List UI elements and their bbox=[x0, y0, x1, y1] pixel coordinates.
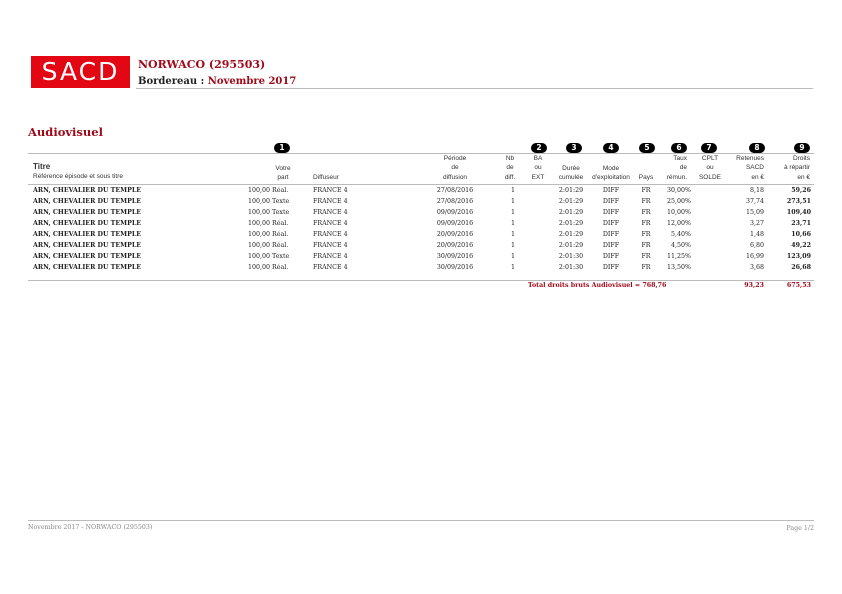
cell-droits: 49,22 bbox=[791, 242, 811, 249]
column-votre-part: Votre part bbox=[275, 165, 291, 182]
cell-retenues: 6,80 bbox=[749, 242, 764, 249]
cell-part: 100,00 bbox=[247, 264, 270, 271]
cell-mode: DIFF bbox=[602, 253, 620, 260]
cell-pays: FR bbox=[641, 253, 651, 260]
cell-part: 100,00 bbox=[247, 253, 270, 260]
cell-titre: ARN, CHEVALIER DU TEMPLE bbox=[33, 187, 142, 194]
cell-role: Réal. bbox=[272, 242, 289, 249]
cell-role: Texte bbox=[272, 198, 290, 205]
column-badge-8: 8 bbox=[749, 143, 765, 153]
cell-titre: ARN, CHEVALIER DU TEMPLE bbox=[33, 264, 142, 271]
cell-nb: 1 bbox=[510, 242, 516, 249]
bordereau-period: Novembre 2017 bbox=[207, 76, 297, 87]
cell-duree: 2:01:29 bbox=[558, 242, 584, 249]
column-nb-diff: Nb de diff. bbox=[504, 155, 516, 181]
cell-pays: FR bbox=[641, 264, 651, 271]
cell-diffuseur: FRANCE 4 bbox=[313, 209, 348, 216]
cell-taux: 12,00% bbox=[666, 220, 691, 227]
cell-mode: DIFF bbox=[602, 220, 620, 227]
cell-taux: 5,40% bbox=[670, 231, 691, 238]
header-divider bbox=[136, 88, 813, 89]
company-title: NORWACO (295503) bbox=[138, 58, 266, 71]
column-droits: Droits à répartir en € bbox=[783, 155, 810, 181]
cell-part: 100,00 bbox=[247, 187, 270, 194]
table-row bbox=[28, 207, 814, 218]
column-diffuseur: Diffuseur bbox=[313, 174, 339, 181]
cell-date: 09/09/2016 bbox=[436, 220, 474, 227]
cell-nb: 1 bbox=[510, 220, 516, 227]
cell-duree: 2:01:29 bbox=[558, 220, 584, 227]
cell-droits: 59,26 bbox=[791, 187, 811, 194]
cell-duree: 2:01:30 bbox=[558, 253, 584, 260]
cell-droits: 273,51 bbox=[786, 198, 811, 205]
cell-role: Réal. bbox=[272, 187, 289, 194]
table-row bbox=[28, 196, 814, 207]
cell-pays: FR bbox=[641, 231, 651, 238]
total-label: Total droits bruts Audiovisuel = 768,76 bbox=[528, 282, 667, 289]
cell-role: Texte bbox=[272, 209, 290, 216]
cell-pays: FR bbox=[641, 187, 651, 194]
cell-nb: 1 bbox=[510, 209, 516, 216]
cell-mode: DIFF bbox=[602, 264, 620, 271]
footer-page: Page 1/2 bbox=[786, 525, 814, 532]
column-retenues: Retenues SACD en € bbox=[736, 155, 764, 181]
cell-date: 20/09/2016 bbox=[436, 231, 474, 238]
column-badge-9: 9 bbox=[794, 143, 810, 153]
cell-retenues: 8,18 bbox=[749, 187, 764, 194]
table-row bbox=[28, 251, 814, 262]
cell-nb: 1 bbox=[510, 198, 516, 205]
cell-droits: 123,09 bbox=[786, 253, 811, 260]
cell-part: 100,00 bbox=[247, 198, 270, 205]
cell-part: 100,00 bbox=[247, 231, 270, 238]
cell-role: Réal. bbox=[272, 231, 289, 238]
cell-mode: DIFF bbox=[602, 231, 620, 238]
cell-pays: FR bbox=[641, 209, 651, 216]
column-titre: Titre bbox=[33, 162, 51, 171]
cell-role: Réal. bbox=[272, 264, 289, 271]
bordereau-line bbox=[138, 76, 296, 87]
cell-diffuseur: FRANCE 4 bbox=[313, 187, 348, 194]
cell-nb: 1 bbox=[510, 253, 516, 260]
cell-retenues: 37,74 bbox=[745, 198, 764, 205]
column-badge-7: 7 bbox=[701, 143, 717, 153]
cell-mode: DIFF bbox=[602, 198, 620, 205]
cell-diffuseur: FRANCE 4 bbox=[313, 242, 348, 249]
cell-mode: DIFF bbox=[602, 242, 620, 249]
cell-droits: 26,68 bbox=[791, 264, 811, 271]
cell-titre: ARN, CHEVALIER DU TEMPLE bbox=[33, 231, 142, 238]
column-mode: Mode d'exploitation bbox=[592, 165, 630, 182]
footer-left: Novembre 2017 - NORWACO (295503) bbox=[28, 524, 153, 531]
cell-taux: 25,00% bbox=[666, 198, 691, 205]
cell-diffuseur: FRANCE 4 bbox=[313, 253, 348, 260]
cell-droits: 23,71 bbox=[791, 220, 811, 227]
cell-droits: 10,66 bbox=[791, 231, 811, 238]
cell-mode: DIFF bbox=[602, 187, 620, 194]
table-row bbox=[28, 229, 814, 240]
total-retenues: 93,23 bbox=[744, 282, 764, 289]
column-pays: Pays bbox=[638, 174, 654, 181]
column-badge-4: 4 bbox=[603, 143, 619, 153]
section-title: Audiovisuel bbox=[28, 125, 103, 139]
cell-diffuseur: FRANCE 4 bbox=[313, 231, 348, 238]
total-droits: 675,53 bbox=[786, 282, 811, 289]
cell-duree: 2:01:29 bbox=[558, 187, 584, 194]
cell-retenues: 15,09 bbox=[745, 209, 764, 216]
cell-nb: 1 bbox=[510, 264, 516, 271]
cell-nb: 1 bbox=[510, 231, 516, 238]
cell-droits: 109,40 bbox=[786, 209, 811, 216]
cell-duree: 2:01:29 bbox=[558, 198, 584, 205]
cell-date: 27/08/2016 bbox=[436, 198, 474, 205]
cell-pays: FR bbox=[641, 242, 651, 249]
cell-retenues: 3,27 bbox=[749, 220, 764, 227]
cell-date: 30/09/2016 bbox=[436, 253, 474, 260]
cell-diffuseur: FRANCE 4 bbox=[313, 198, 348, 205]
cell-duree: 2:01:29 bbox=[558, 231, 584, 238]
column-ba-ext: BA ou EXT bbox=[531, 155, 545, 181]
cell-titre: ARN, CHEVALIER DU TEMPLE bbox=[33, 198, 142, 205]
cell-titre: ARN, CHEVALIER DU TEMPLE bbox=[33, 253, 142, 260]
cell-retenues: 3,68 bbox=[749, 264, 764, 271]
sacd-logo: SACD bbox=[31, 56, 130, 88]
cell-taux: 13,50% bbox=[666, 264, 691, 271]
cell-titre: ARN, CHEVALIER DU TEMPLE bbox=[33, 220, 142, 227]
cell-date: 20/09/2016 bbox=[436, 242, 474, 249]
totals-rule bbox=[28, 280, 814, 281]
cell-nb: 1 bbox=[510, 187, 516, 194]
footer-divider bbox=[28, 520, 814, 521]
cell-retenues: 16,99 bbox=[745, 253, 764, 260]
cell-pays: FR bbox=[641, 198, 651, 205]
cell-titre: ARN, CHEVALIER DU TEMPLE bbox=[33, 242, 142, 249]
bordereau-label: Bordereau : bbox=[138, 76, 208, 87]
cell-pays: FR bbox=[641, 220, 651, 227]
table-row bbox=[28, 218, 814, 229]
cell-titre: ARN, CHEVALIER DU TEMPLE bbox=[33, 209, 142, 216]
cell-date: 09/09/2016 bbox=[436, 209, 474, 216]
cell-taux: 4,50% bbox=[670, 242, 691, 249]
column-badge-2: 2 bbox=[531, 143, 547, 153]
cell-taux: 10,00% bbox=[666, 209, 691, 216]
column-reference: Référence épisode et sous titre bbox=[33, 173, 123, 180]
cell-taux: 30,00% bbox=[666, 187, 691, 194]
header-top-rule bbox=[28, 153, 814, 154]
cell-part: 100,00 bbox=[247, 220, 270, 227]
column-duree: Durée cumulée bbox=[558, 165, 584, 182]
cell-date: 27/08/2016 bbox=[436, 187, 474, 194]
cell-role: Réal. bbox=[272, 220, 289, 227]
cell-duree: 2:01:30 bbox=[558, 264, 584, 271]
column-cplt: CPLT ou SOLDE bbox=[698, 155, 722, 181]
cell-part: 100,00 bbox=[247, 242, 270, 249]
cell-role: Texte bbox=[272, 253, 290, 260]
table-row bbox=[28, 262, 814, 273]
column-taux: Taux de rémun. bbox=[666, 155, 687, 181]
table-row bbox=[28, 240, 814, 251]
cell-taux: 11,25% bbox=[666, 253, 691, 260]
column-badge-3: 3 bbox=[566, 143, 582, 153]
column-badge-6: 6 bbox=[671, 143, 687, 153]
table-row bbox=[28, 185, 814, 196]
cell-diffuseur: FRANCE 4 bbox=[313, 220, 348, 227]
column-badge-5: 5 bbox=[639, 143, 655, 153]
column-periode: Période de diffusion bbox=[442, 155, 468, 181]
column-badge-1: 1 bbox=[274, 143, 290, 153]
cell-part: 100,00 bbox=[247, 209, 270, 216]
cell-mode: DIFF bbox=[602, 209, 620, 216]
cell-retenues: 1,48 bbox=[749, 231, 764, 238]
cell-date: 30/09/2016 bbox=[436, 264, 474, 271]
cell-duree: 2:01:29 bbox=[558, 209, 584, 216]
cell-diffuseur: FRANCE 4 bbox=[313, 264, 348, 271]
